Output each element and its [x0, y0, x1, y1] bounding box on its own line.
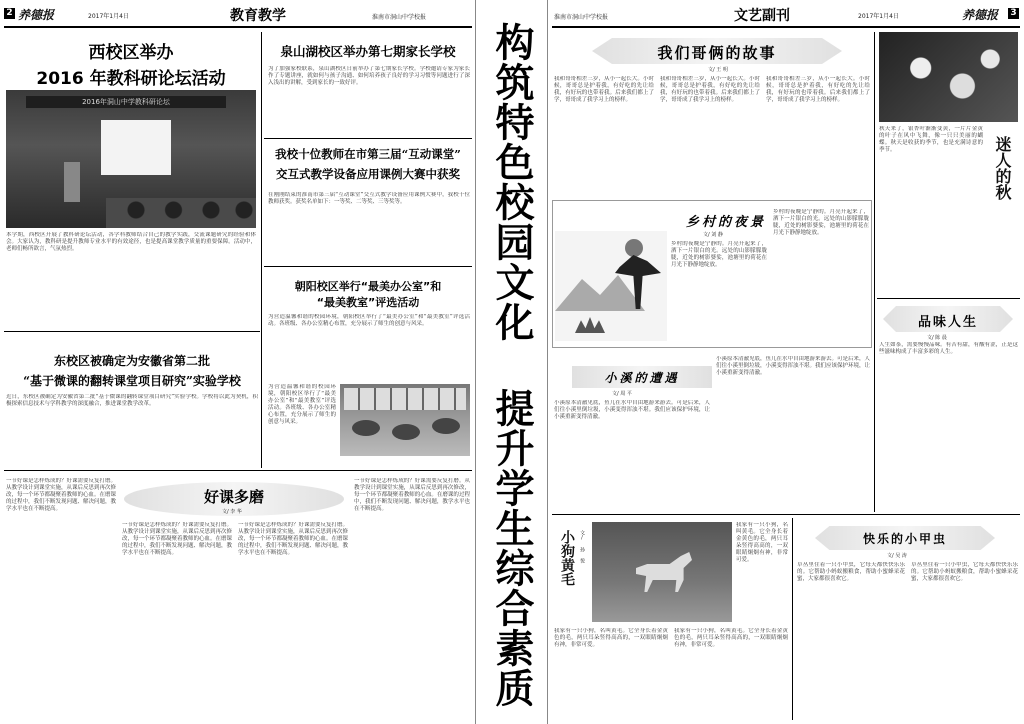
life-article [877, 300, 1020, 512]
classroom-windows [344, 388, 466, 410]
rule-creek-dog [552, 514, 1020, 515]
rule-parents-award [264, 138, 472, 139]
issue-date-right: 2017年1月4日 [858, 13, 899, 20]
creek-author: 文/ 周 平 [612, 391, 632, 397]
mountain-shape [555, 271, 645, 311]
masthead-logo-right: 养德报 [962, 8, 999, 22]
stage-banner: 2016年洞山中学教科研论坛 [26, 96, 226, 108]
creek-article [552, 352, 872, 512]
center-rule-left [475, 0, 476, 724]
rule-forum-east [4, 331, 260, 332]
rule-good-lesson-top [4, 470, 472, 471]
bug-author: 文/ 吴 涛 [887, 553, 907, 559]
bug-col-1: 草丛里住着一只小甲虫，它每天都快快乐乐的。它帮助小蚂蚁搬粮食，帮助小蜜蜂采花蜜，大家都很喜欢它。 [797, 562, 905, 582]
brothers-article [552, 30, 872, 196]
center-slogan: 构筑特色校园文化 提升学生综合素质 [489, 22, 534, 708]
left-page-header [0, 0, 474, 28]
col-rule-right [874, 32, 875, 512]
east-article [4, 334, 260, 468]
village-title: 乡村的夜景 [685, 215, 766, 230]
forum-title-line2: 2016 年教科研论坛活动 [36, 69, 226, 89]
section-title: 教育教学 [230, 8, 286, 24]
rule-dog-bug [792, 518, 793, 720]
brothers-col-1: 我和哥哥相差三岁，从小一起长大。小时候，哥哥总是护着我，有好吃的先让给我，有好玩的也带着我。后来我们都上了学，哥哥成了我学习上的榜样。 [554, 76, 654, 103]
good-lesson-col-4: 一节好课是怎样炼成的？好课需要反复打磨。从教学设计到课堂实施，从课后反思到再次修改，每一个环节都凝聚着教师的心血。在磨课的过程中，我们不断发现问题、解决问题，教学水平也在不断提高。 [354, 478, 470, 512]
award-title-line2: 交互式教学设备应用课例大赛中获奖 [276, 167, 460, 181]
classroom-table-1 [352, 420, 380, 436]
village-illustration [555, 231, 667, 341]
office-title-line2: “最美教室”评选活动 [316, 296, 420, 309]
office-photo [340, 384, 470, 456]
page-number-badge-right: 3 [1008, 8, 1019, 19]
forum-body: 本学期，西校区开展了教科研论坛活动，各学科教师结合自己的教学实践，交流课题研究的经验和体会。大家认为，教科研是提升教师专业水平的有效途径，也是提高课堂教学质量的重要保障。活动中，老师们畅所欲言，气氛热烈。 [6, 232, 256, 252]
section-title-right: 文艺副刊 [734, 8, 790, 24]
school-name: 淮南市洞山中学校报 [372, 14, 427, 21]
dog-article [552, 516, 790, 720]
office-body-2: 为营造温馨和谐的校园环境，朝阳校区举行了“最美办公室”和“最美教室”评选活动。各班级、各办公室精心布置，充分展示了师生的创意与风采。 [268, 384, 336, 425]
bug-col-2: 草丛里住着一只小甲虫，它每天都快快乐乐的。它帮助小蚂蚁搬粮食，帮助小蜜蜂采花蜜，大家都很喜欢它。 [911, 562, 1018, 582]
col-rule-1 [261, 32, 262, 468]
dog-col-1: 我家有一只小狗，名叫黄毛。它全身长着金黄色的毛，两只耳朵竖得高高的，一双眼睛炯炯有神，非常可爱。 [736, 522, 788, 563]
village-col-2: 乡村的夜晚是宁静的。月亮升起来了，洒下一片银白的光。远处的山影朦朦胧胧，近处的树影婆娑，池塘里的荷花在月光下静静地绽放。 [773, 209, 869, 236]
good-lesson-col-1: 一节好课是怎样炼成的？好课需要反复打磨。从教学设计到课堂实施，从课后反思到再次修改，每一个环节都凝聚着教师的心血。在磨课的过程中，我们不断发现问题、解决问题，教学水平也在不断提高。 [6, 478, 116, 512]
podium [64, 162, 80, 202]
projection-screen [101, 120, 171, 175]
forum-title-line1: 西校区举办 [88, 43, 174, 63]
dog-col-3: 我家有一只小狗，名叫黄毛。它全身长着金黄色的毛，两只耳朵竖得高高的，一双眼睛炯炯有神，非常可爱。 [674, 628, 788, 648]
good-lesson-col-2: 一节好课是怎样炼成的？好课需要反复打磨。从教学设计到课堂实施，从课后反思到再次修改，每一个环节都凝聚着教师的心血。在磨课的过程中，我们不断发现问题、解决问题，教学水平也在不断提高。 [122, 522, 232, 556]
award-article [264, 140, 472, 266]
village-article [552, 200, 872, 348]
forum-article [4, 30, 258, 330]
header-rule-right [552, 26, 1020, 28]
masthead-logo: 养德报 [18, 8, 55, 22]
dog-photo [592, 522, 732, 622]
office-article [264, 268, 472, 468]
creek-col-2: 小溪原本清澈见底，鱼儿在水中自由地游来游去。可是后来，人们往小溪里倒垃圾，小溪变得浑浊不堪。我们应该保护环境，让小溪重新变得清澈。 [716, 356, 870, 376]
forum-photo [6, 90, 256, 228]
east-title-line2: “基于微课的翻转课堂项目研究”实验学校 [23, 374, 241, 388]
parents-title: 泉山湖校区举办第七期家长学校 [280, 44, 456, 59]
dog-title: 小狗黄毛 [559, 530, 575, 586]
creek-title: 小溪的遭遇 [604, 371, 680, 385]
right-page-header [550, 0, 1024, 28]
bug-title: 快乐的小甲虫 [862, 532, 947, 546]
life-body: 人生如茶，需要慢慢品味。有苦有甜，有酸有涩，正是这些滋味构成了丰富多彩的人生。 [879, 342, 1018, 355]
east-body: 近日，东校区被确定为安徽省第二批“基于微课的翻转课堂项目研究”实验学校。学校将以此为契机，积极探索信息技术与学科教学的深度融合，推进课堂教学改革。 [6, 394, 258, 407]
header-rule-left [4, 26, 472, 28]
autumn-article [877, 30, 1020, 298]
lotus-icon [575, 317, 605, 333]
award-body: 在刚刚结束的淮南市第三届“互动课堂”交互式教学设备应用课例大赛中，我校十位教师获奖。获奖名单如下：一等奖、二等奖、三等奖等。 [268, 192, 470, 205]
issue-date: 2017年1月4日 [88, 13, 129, 20]
award-title-line1: 我校十位教师在市第三届“互动课堂” [275, 147, 461, 161]
center-rule-right [547, 0, 548, 724]
parents-body: 为了加强家校联系，泉山湖校区日前举办了第七期家长学校。学校邀请专家为家长作了专题讲座，就如何与孩子沟通、如何培养孩子良好的学习习惯等问题进行了深入浅出的讲解，受到家长的一致好评。 [268, 66, 470, 86]
autumn-body: 秋天来了，银杏叶渐渐变黄，一片片金黄的叶子在风中飞舞，像一只只美丽的蝴蝶。秋天是收获的季节，也是充满诗意的季节。 [879, 126, 983, 153]
school-name-right: 淮南市洞山中学校报 [554, 14, 609, 21]
village-author: 文/ 刘 静 [703, 232, 723, 238]
classroom-table-2 [392, 424, 420, 440]
bug-article [795, 516, 1020, 720]
page-number-badge: 2 [4, 8, 15, 19]
autumn-title: 迷人的秋 [993, 136, 1012, 200]
dog-col-2: 我家有一只小狗，名叫黄毛。它全身长着金黄色的毛，两只耳朵竖得高高的，一双眼睛炯炯有神，非常可爱。 [554, 628, 668, 648]
good-lesson-col-3: 一节好课是怎样炼成的？好课需要反复打磨。从教学设计到课堂实施，从课后反思到再次修改，每一个环节都凝聚着教师的心血。在磨课的过程中，我们不断发现问题、解决问题，教学水平也在不断提高。 [238, 522, 348, 556]
dog-author: 文/ 孙 悦 [579, 530, 585, 563]
village-col-1: 乡村的夜晚是宁静的。月亮升起来了，洒下一片银白的光。远处的山影朦朦胧胧，近处的树影婆娑，池塘里的荷花在月光下静静地绽放。 [671, 241, 767, 268]
brothers-author: 文/ 王 明 [708, 67, 728, 73]
ginkgo-photo [879, 32, 1018, 122]
classroom-table-3 [432, 418, 460, 434]
east-title-line1: 东校区被确定为安徽省第二批 [53, 354, 210, 368]
good-lesson-author: 文/ 李 华 [222, 509, 242, 515]
rule-award-office [264, 266, 472, 267]
rule-autumn-life [877, 298, 1020, 299]
life-title: 品味人生 [917, 315, 978, 330]
life-author: 文/ 陈 晨 [927, 335, 947, 341]
creek-col-1: 小溪原本清澈见底，鱼儿在水中自由地游来游去。可是后来，人们往小溪里倒垃圾，小溪变得浑浊不堪。我们应该保护环境，让小溪重新变得清澈。 [554, 400, 710, 420]
brothers-title: 我们哥俩的故事 [657, 44, 777, 62]
good-lesson-title: 好课多磨 [203, 488, 264, 506]
office-body: 为营造温馨和谐的校园环境，朝阳校区举行了“最美办公室”和“最美教室”评选活动。各班级、各办公室精心布置，充分展示了师生的创意与风采。 [268, 314, 470, 327]
parents-article [264, 30, 472, 140]
audience-row [106, 198, 256, 228]
office-title-line1: 朝阳校区举行“最美办公室”和 [294, 280, 442, 293]
dog-figure [636, 552, 692, 592]
good-lesson-article [4, 472, 472, 720]
brothers-col-2: 我和哥哥相差三岁，从小一起长大。小时候，哥哥总是护着我，有好吃的先让给我，有好玩的也带着我。后来我们都上了学，哥哥成了我学习上的榜样。 [660, 76, 760, 103]
brothers-col-3: 我和哥哥相差三岁，从小一起长大。小时候，哥哥总是护着我，有好吃的先让给我，有好玩的也带着我。后来我们都上了学，哥哥成了我学习上的榜样。 [766, 76, 870, 103]
moon-icon [625, 239, 643, 257]
